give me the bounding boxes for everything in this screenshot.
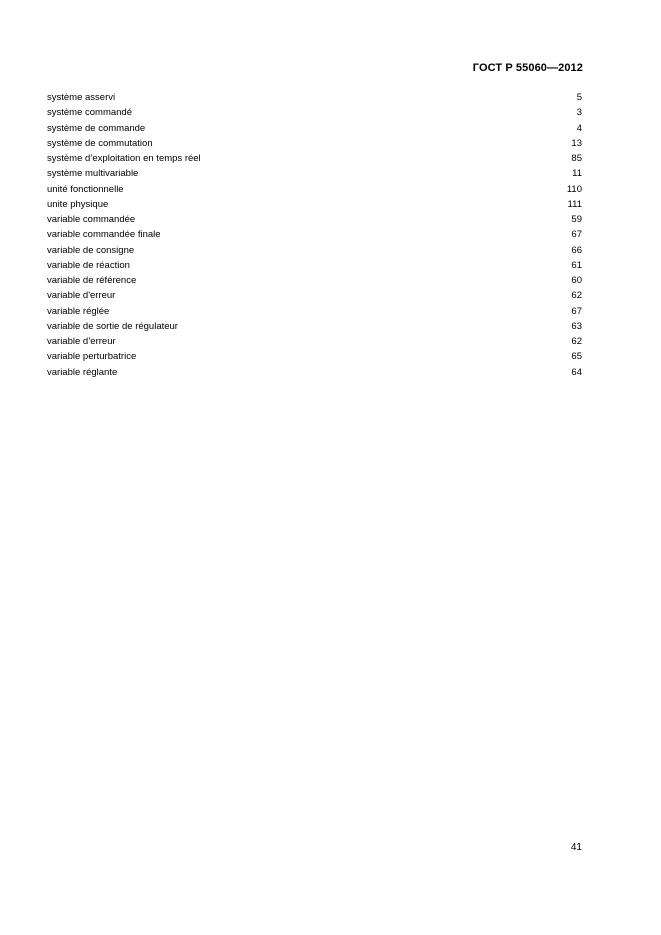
- index-ref: 62: [571, 290, 582, 302]
- index-ref: 64: [571, 366, 582, 378]
- index-row: [47, 365, 582, 380]
- index-term: variable de sortie de régulateur: [47, 320, 178, 332]
- index-ref: 5: [576, 92, 582, 103]
- index-row: [47, 105, 582, 120]
- index-ref: 11: [572, 168, 582, 180]
- index-row: [47, 319, 582, 334]
- index-term: variable de consigne: [47, 244, 135, 256]
- index-term: unite physique: [47, 198, 109, 210]
- index-ref: 13: [571, 137, 582, 149]
- index-row: [47, 227, 582, 242]
- index-ref: 67: [571, 229, 582, 241]
- index-ref: 59: [571, 214, 582, 225]
- index-term: système commandé: [47, 107, 133, 119]
- index-row: [47, 349, 582, 364]
- index-term: variable d'erreur: [47, 290, 116, 302]
- index-term: variable commandée finale: [47, 229, 161, 241]
- index-row: [47, 121, 582, 136]
- index-ref: 62: [571, 336, 582, 347]
- document-header: ГОСТ Р 55060—2012: [472, 62, 583, 74]
- index-term: variable réglante: [47, 366, 118, 378]
- index-ref: 85: [571, 153, 582, 164]
- index-term: variable de réaction: [47, 259, 130, 271]
- index-term: variable de référence: [47, 275, 137, 286]
- index-row: [47, 151, 582, 166]
- index-row: [47, 212, 582, 227]
- index-row: [47, 288, 582, 303]
- index-ref: 60: [571, 275, 582, 286]
- index-row: [47, 182, 582, 197]
- index-term: variable d’erreur: [47, 336, 116, 347]
- index-ref: 3: [576, 107, 582, 119]
- index-row: [47, 166, 582, 181]
- index-row: [47, 273, 582, 288]
- index-ref: 111: [567, 198, 582, 210]
- index-term: système de commande: [47, 122, 146, 134]
- index-term: système d’exploitation en temps réel: [47, 153, 201, 164]
- index-row: [47, 136, 582, 151]
- index-ref: 4: [576, 122, 582, 134]
- index-ref: 63: [571, 320, 582, 332]
- index-ref: 110: [566, 183, 582, 195]
- index-term: système de commutation: [47, 137, 153, 149]
- index-term: variable perturbatrice: [47, 351, 137, 363]
- index-term: système asservi: [47, 92, 116, 103]
- index-ref: 66: [571, 244, 582, 256]
- index-row: [47, 243, 582, 258]
- index-row: [47, 304, 582, 319]
- index-term: unité fonctionnelle: [47, 183, 124, 195]
- index-row: [47, 258, 582, 273]
- index-row: [47, 334, 582, 349]
- index-term: variable réglée: [47, 305, 110, 317]
- index-ref: 67: [571, 305, 582, 317]
- index-term: système multivariable: [47, 168, 139, 180]
- index-row: [47, 197, 582, 212]
- page-number: 41: [570, 842, 582, 853]
- index-ref: 61: [571, 259, 582, 271]
- index-term: variable commandée: [47, 214, 136, 225]
- index-ref: 65: [571, 351, 582, 363]
- index-row: [47, 90, 582, 105]
- index-list: [47, 90, 582, 380]
